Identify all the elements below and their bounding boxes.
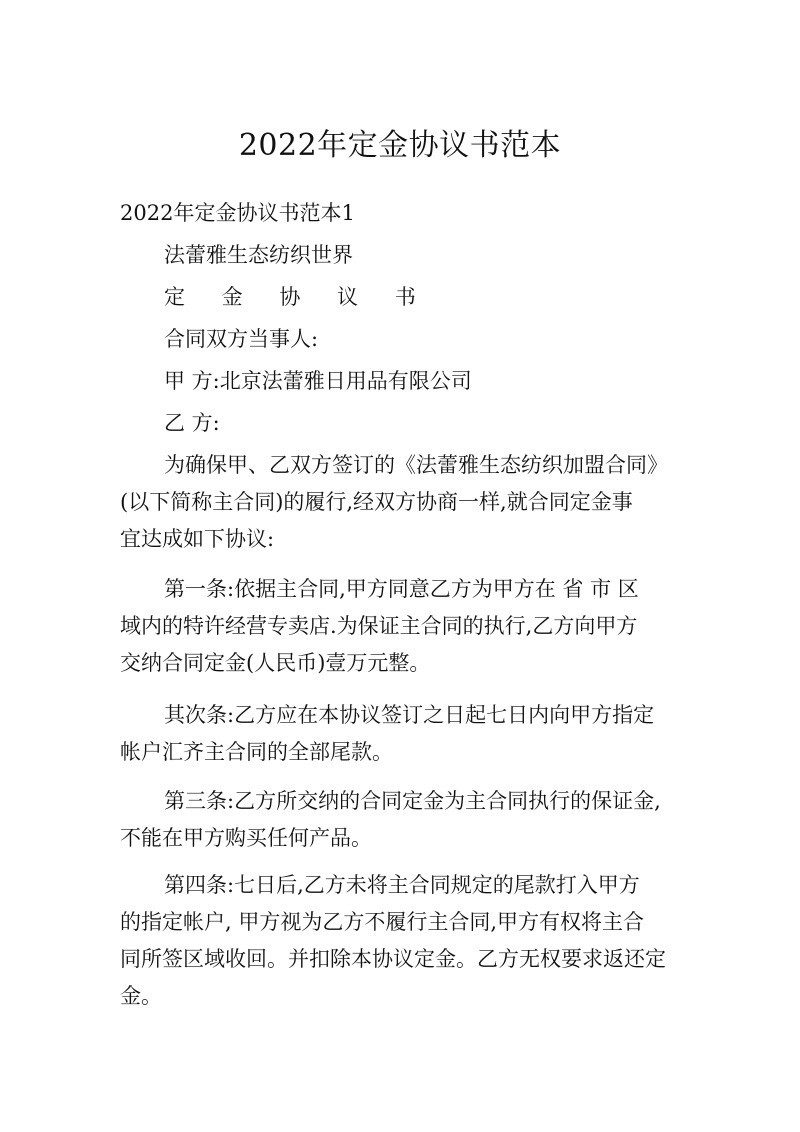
article-3-line: 第三条:乙方所交纳的合同定金为主合同执行的保证金, [164, 789, 661, 813]
article-1-line: 第一条:依据主合同,甲方同意乙方为甲方在 省 市 区 [164, 577, 639, 601]
article-4-line: 的指定帐户, 甲方视为乙方不履行主合同,甲方有权将主合 [120, 910, 645, 934]
document-title: 2022年定金协议书范本 [238, 128, 562, 163]
parties-label: 合同双方当事人: [164, 327, 319, 351]
intro-line: 宜达成如下协议: [120, 527, 275, 551]
article-2-line: 其次条:乙方应在本协议签订之日起七日内向甲方指定 [164, 703, 655, 727]
party-a: 甲 方:北京法蕾雅日用品有限公司 [164, 369, 472, 393]
agreement-heading: 定 金 协 议 书 [164, 285, 431, 309]
article-3-line: 不能在甲方购买任何产品。 [120, 826, 372, 850]
article-4 [120, 870, 685, 1018]
article-4-line: 第四条:七日后,乙方未将主合同规定的尾款打入甲方 [164, 873, 640, 897]
document-subtitle: 2022年定金协议书范本1 [120, 201, 355, 225]
party-b: 乙 方: [164, 411, 220, 435]
intro-line: 为确保甲、乙双方签订的《法蕾雅生态纺织加盟合同》 [164, 453, 668, 477]
article-2 [120, 700, 685, 774]
intro-line: (以下简称主合同)的履行,经双方协商一样,就合同定金事 [120, 490, 633, 514]
article-4-line: 同所签区域收回。并扣除本协议定金。乙方无权要求返还定 [120, 947, 666, 971]
article-1-line: 域内的特许经营专卖店.为保证主合同的执行,乙方向甲方 [120, 614, 638, 638]
article-4-line: 金。 [120, 984, 162, 1008]
article-1-line: 交纳合同定金(人民币)壹万元整。 [120, 651, 431, 675]
article-1 [120, 574, 685, 685]
company-line: 法蕾雅生态纺织世界 [164, 243, 353, 267]
article-2-line: 帐户汇齐主合同的全部尾款。 [120, 740, 393, 764]
intro-paragraph [120, 450, 685, 561]
article-3 [120, 786, 685, 860]
